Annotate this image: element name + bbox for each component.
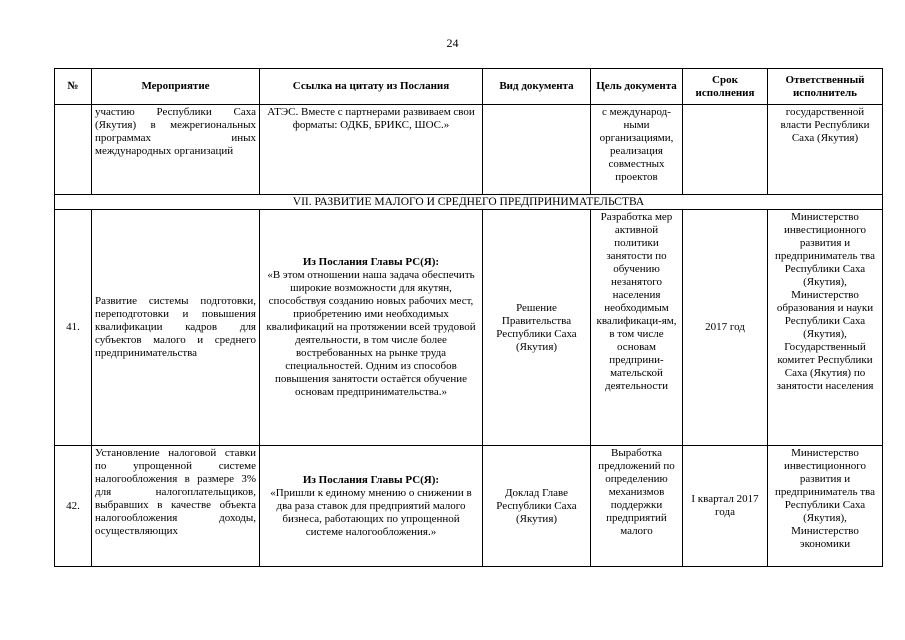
header-quote-ref: Ссылка на цитату из Послания xyxy=(260,69,483,105)
section-header-row xyxy=(55,195,883,210)
continued-quote: АТЭС. Вместе с партнерами развиваем свои форматы: ОДКБ, БРИКС, ШОС.» xyxy=(260,105,483,195)
row-event: Развитие системы подготовки, переподготовки и повышения квалификации кадров для субъектов малого и среднего предпринимательства xyxy=(92,210,260,446)
header-doc-goal: Цель документа xyxy=(591,69,683,105)
row-quote-text: «В этом отношении наша задача обеспечить широкие возможности для якутян, способствуя созданию новых рабочих мест, приобретению ими необходимых квалификаций на протяжении всей трудовой деятельности, в том числе более востребованных на рынке труда специальностей. Одним из способов повышения занятости остаётся обучение основам предпринимательства.» xyxy=(266,269,476,398)
table-row xyxy=(55,446,883,567)
row-doc-type: Решение Правительства Республики Саха (Якутия) xyxy=(483,210,591,446)
row-quote-title: Из Послания Главы РС(Я): xyxy=(302,256,440,268)
row-quote-title: Из Послания Главы РС(Я): xyxy=(302,473,440,486)
header-row xyxy=(55,69,883,105)
row-deadline: I квартал 2017 года xyxy=(683,446,768,567)
row-quote-cell xyxy=(260,210,483,446)
continued-doc-type xyxy=(483,105,591,195)
page-number: 24 xyxy=(446,36,459,50)
continued-num xyxy=(55,105,92,195)
row-event: Установление налоговой ставки по упрощенной системе налогообложения в размере 3% для налогоплательщиков, выбравших в качестве объекта налогообложения доходы, осуществляющих xyxy=(92,446,260,567)
row-responsible: Министерство инвестиционного развития и предприниматель тва Республики Саха (Якутия), Министерство образования и науки Республики Саха (Якутия), Государственный комитет Республики Саха (Якутия) по занятости населения xyxy=(768,210,883,446)
action-plan-table xyxy=(54,68,883,567)
header-doc-type: Вид документа xyxy=(483,69,591,105)
row-quote-cell xyxy=(260,446,483,567)
row-num: 41. xyxy=(55,210,92,446)
row-deadline: 2017 год xyxy=(683,210,768,446)
row-doc-type: Доклад Главе Республики Саха (Якутия) xyxy=(483,446,591,567)
continued-event: участию Республики Саха (Якутия) в межрегиональных программах иных международных организаций xyxy=(92,105,260,195)
continued-row xyxy=(55,105,883,195)
header-deadline: Срок исполнения xyxy=(683,69,768,105)
header-event: Мероприятие xyxy=(92,69,260,105)
header-num: № xyxy=(55,69,92,105)
row-goal: Выработка предложений по определению механизмов поддержки предприятий малого xyxy=(591,446,683,567)
row-goal: Разработка мер активной политики занятости по обучению незанятого населения необходимым квалификаци-ям, в том числе основам предприни-мательской деятельности xyxy=(591,210,683,446)
continued-responsible: государственной власти Республики Саха (Якутия) xyxy=(768,105,883,195)
continued-deadline xyxy=(683,105,768,195)
continued-goal: с международ-ными организациями, реализация совместных проектов xyxy=(591,105,683,195)
row-quote-text: «Пришли к единому мнению о снижении в два раза ставок для предприятий малого бизнеса, работающих по упрощенной системе налогообложения.» xyxy=(270,486,472,538)
header-responsible: Ответственный исполнитель xyxy=(768,69,883,105)
table-row xyxy=(55,210,883,446)
row-num: 42. xyxy=(55,446,92,567)
section-title: VII. РАЗВИТИЕ МАЛОГО И СРЕДНЕГО ПРЕДПРИНИМАТЕЛЬСТВА xyxy=(55,195,883,210)
row-responsible: Министерство инвестиционного развития и предприниматель тва Республики Саха (Якутия), Министерство экономики xyxy=(768,446,883,567)
